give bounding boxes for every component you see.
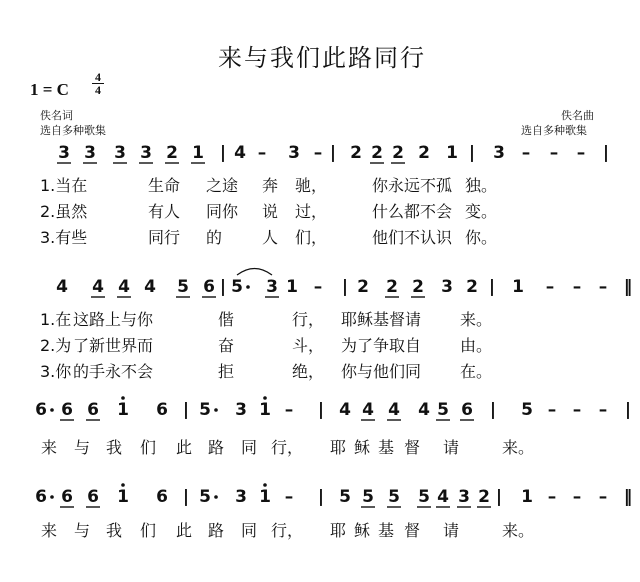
augmentation-dot: [50, 495, 54, 499]
dash-extension: –: [598, 487, 608, 507]
lyric-segment: 同: [241, 521, 258, 540]
lyric-segment: 行，: [271, 438, 304, 457]
note-6: 6: [87, 400, 99, 420]
note-4: 4: [339, 400, 351, 420]
note-4: 4: [234, 143, 246, 163]
note-2: 2: [418, 143, 430, 163]
lyric-segment: 奋: [218, 336, 235, 355]
lyric-segment: 过，: [295, 202, 328, 221]
bar-line: |: [219, 143, 227, 163]
lyric-segment: 行，: [271, 521, 304, 540]
bar-line: |: [329, 143, 337, 163]
note-5: 5: [418, 487, 430, 507]
dash-extension: –: [598, 400, 608, 420]
lyric-segment: 的手永不会: [73, 362, 154, 381]
lyric-segment: 为了争取自: [341, 336, 422, 355]
lyric-segment: 我: [106, 438, 123, 457]
lyric-segment: 同: [241, 438, 258, 457]
note-2: 2: [371, 143, 383, 163]
lyric-segment: 什么都不会: [372, 202, 453, 221]
lyric-segment: 1.在: [40, 310, 72, 329]
note-1: 1: [286, 277, 298, 297]
dash-extension: –: [549, 143, 559, 163]
dash-extension: –: [257, 143, 267, 163]
note-3: 3: [288, 143, 300, 163]
note-4: 4: [144, 277, 156, 297]
note-6: 6: [61, 487, 73, 507]
note-3: 3: [458, 487, 470, 507]
lyric-segment: 你与他们同: [341, 362, 422, 381]
note-6: 6: [35, 487, 47, 507]
dash-extension: –: [313, 277, 323, 297]
augmentation-dot: [214, 495, 218, 499]
lyric-segment: 这路上与你: [73, 310, 154, 329]
augmentation-dot: [50, 408, 54, 412]
lyric-segment: 此: [176, 521, 193, 540]
lyric-segment: 绝，: [292, 362, 325, 381]
time-signature-bottom: 4: [95, 83, 101, 97]
lyric-segment: 行，: [292, 310, 325, 329]
note-4: 4: [437, 487, 449, 507]
lyric-segment: 基: [378, 521, 395, 540]
note-2: 2: [386, 277, 398, 297]
note-6: 6: [461, 400, 473, 420]
bar-line: |: [488, 277, 496, 297]
lyric-segment: 驰，: [295, 176, 328, 195]
dash-extension: –: [547, 400, 557, 420]
lyric-segment: 我: [106, 521, 123, 540]
bar-line: |: [495, 487, 503, 507]
lyric-segment: 2.虽然: [40, 202, 88, 221]
note-4: 4: [388, 400, 400, 420]
lyric-segment: 你永远不孤: [372, 176, 453, 195]
lyric-segment: 来。: [502, 438, 535, 457]
note-1: 1: [259, 487, 271, 507]
note-6: 6: [35, 400, 47, 420]
bar-line: |: [317, 487, 325, 507]
dash-extension: –: [598, 277, 608, 297]
note-6: 6: [87, 487, 99, 507]
note-3: 3: [235, 487, 247, 507]
lyric-segment: 人: [262, 228, 279, 247]
note-5: 5: [388, 487, 400, 507]
lyric-segment: 拒: [218, 362, 235, 381]
dash-extension: –: [545, 277, 555, 297]
composer-credit: 佚名曲: [561, 109, 594, 122]
bar-line: |: [182, 487, 190, 507]
note-1: 1: [521, 487, 533, 507]
note-3: 3: [140, 143, 152, 163]
bar-line: |: [602, 143, 610, 163]
bar-line: |: [624, 400, 632, 420]
note-5: 5: [521, 400, 533, 420]
note-5: 5: [177, 277, 189, 297]
dash-extension: –: [572, 400, 582, 420]
dash-extension: –: [572, 277, 582, 297]
note-5: 5: [362, 487, 374, 507]
note-2: 2: [166, 143, 178, 163]
lyric-segment: 此: [176, 438, 193, 457]
note-6: 6: [156, 487, 168, 507]
note-1: 1: [512, 277, 524, 297]
lyric-segment: 来。: [460, 310, 493, 329]
octave-dot: [121, 483, 125, 487]
lyric-segment: 变。: [465, 202, 498, 221]
note-6: 6: [203, 277, 215, 297]
key-signature: 1 = C: [30, 80, 69, 99]
lyric-segment: 请: [443, 438, 460, 457]
lyric-segment: 偕: [218, 310, 235, 329]
time-signature-top: 4: [95, 70, 101, 84]
lyric-segment: 与: [74, 521, 91, 540]
song-title: 来与我们此路同行: [218, 44, 426, 72]
lyric-segment: 斗，: [292, 336, 325, 355]
note-1: 1: [446, 143, 458, 163]
note-2: 2: [357, 277, 369, 297]
note-6: 6: [156, 400, 168, 420]
note-3: 3: [441, 277, 453, 297]
note-4: 4: [362, 400, 374, 420]
bar-line: |: [468, 143, 476, 163]
note-5: 5: [437, 400, 449, 420]
lyric-segment: 1.当在: [40, 176, 88, 195]
lyric-segment: 耶: [330, 438, 347, 457]
lyric-segment: 路: [208, 438, 225, 457]
dash-extension: –: [547, 487, 557, 507]
lyric-segment: 说: [262, 202, 279, 221]
bar-line: |: [219, 277, 227, 297]
lyric-segment: 们: [140, 438, 157, 457]
lyric-segment: 奔: [262, 176, 279, 195]
lyric-segment: 3.有些: [40, 228, 88, 247]
note-1: 1: [117, 400, 129, 420]
note-5: 5: [339, 487, 351, 507]
note-1: 1: [259, 400, 271, 420]
augmentation-dot: [246, 285, 250, 289]
tie-slur: [237, 269, 272, 276]
composer-source: 选自多种歌集: [521, 124, 587, 137]
note-1: 1: [117, 487, 129, 507]
lyric-segment: 同行: [148, 228, 181, 247]
note-4: 4: [56, 277, 68, 297]
dash-extension: –: [572, 487, 582, 507]
note-3: 3: [493, 143, 505, 163]
lyric-segment: 有人: [148, 202, 181, 221]
lyric-segment: 们，: [295, 228, 328, 247]
dash-extension: –: [576, 143, 586, 163]
lyric-segment: 稣: [354, 438, 371, 457]
dash-extension: –: [284, 400, 294, 420]
lyric-segment: 由。: [460, 336, 493, 355]
octave-dot: [263, 483, 267, 487]
lyric-segment: 请: [443, 521, 460, 540]
lyric-segment: 来: [41, 521, 58, 540]
lyric-segment: 路: [208, 521, 225, 540]
lyric-segment: 的: [206, 228, 223, 247]
lyric-segment: 稣: [354, 521, 371, 540]
note-2: 2: [392, 143, 404, 163]
note-2: 2: [412, 277, 424, 297]
note-4: 4: [418, 400, 430, 420]
note-2: 2: [478, 487, 490, 507]
augmentation-dot: [214, 408, 218, 412]
bar-line: |: [341, 277, 349, 297]
lyric-segment: 耶稣基督请: [341, 310, 422, 329]
note-3: 3: [58, 143, 70, 163]
lyricist-source: 选自多种歌集: [40, 124, 106, 137]
lyric-segment: 之途: [206, 176, 239, 195]
bar-line: |: [317, 400, 325, 420]
lyric-segment: 独。: [465, 176, 498, 195]
note-6: 6: [61, 400, 73, 420]
note-5: 5: [231, 277, 243, 297]
lyric-segment: 了新世界而: [73, 336, 154, 355]
lyric-segment: 他们不认识: [372, 228, 453, 247]
bar-line: |: [489, 400, 497, 420]
lyric-segment: 生命: [148, 176, 181, 195]
note-5: 5: [199, 400, 211, 420]
lyric-segment: 3.你: [40, 362, 72, 381]
lyric-segment: 与: [74, 438, 91, 457]
note-3: 3: [266, 277, 278, 297]
note-4: 4: [92, 277, 104, 297]
bar-line: |: [182, 400, 190, 420]
lyric-segment: 同你: [206, 202, 239, 221]
note-3: 3: [114, 143, 126, 163]
note-2: 2: [466, 277, 478, 297]
lyric-segment: 在。: [460, 362, 493, 381]
note-1: 1: [192, 143, 204, 163]
lyric-segment: 来。: [502, 521, 535, 540]
note-5: 5: [199, 487, 211, 507]
lyric-segment: 2.为: [40, 336, 72, 355]
lyric-segment: 督: [404, 521, 421, 540]
lyric-segment: 来: [41, 438, 58, 457]
lyric-segment: 你。: [465, 228, 498, 247]
bar-line: ‖: [623, 487, 633, 507]
note-2: 2: [350, 143, 362, 163]
note-3: 3: [84, 143, 96, 163]
dash-extension: –: [284, 487, 294, 507]
bar-line: ‖: [623, 277, 633, 297]
lyric-segment: 耶: [330, 521, 347, 540]
note-3: 3: [235, 400, 247, 420]
lyric-segment: 们: [140, 521, 157, 540]
octave-dot: [263, 396, 267, 400]
lyric-segment: 基: [378, 438, 395, 457]
dash-extension: –: [313, 143, 323, 163]
dash-extension: –: [521, 143, 531, 163]
lyric-segment: 督: [404, 438, 421, 457]
octave-dot: [121, 396, 125, 400]
lyricist-credit: 佚名词: [40, 109, 73, 122]
note-4: 4: [118, 277, 130, 297]
